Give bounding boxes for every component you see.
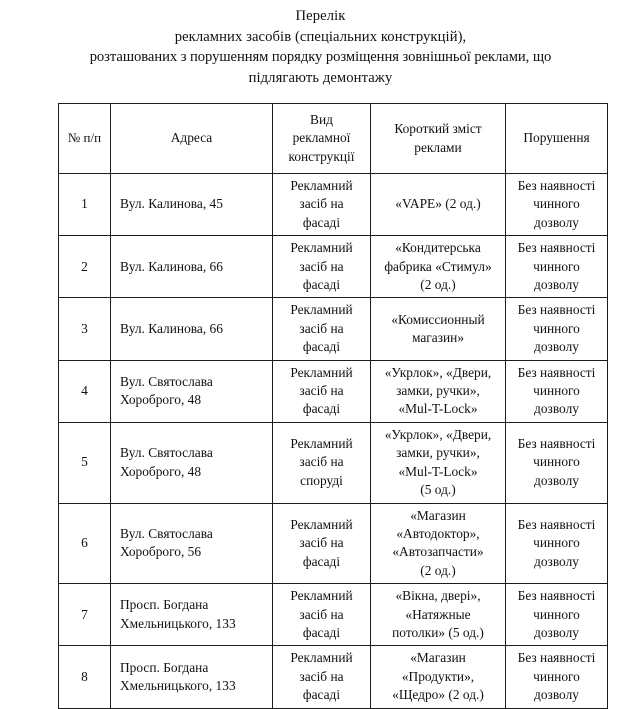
table-row xyxy=(59,360,608,422)
row-address xyxy=(111,360,273,422)
row-address-line: Просп. Богдана xyxy=(120,659,209,675)
row-content-line: фабрика «Стимул» xyxy=(384,258,492,274)
title-line-4: підлягають демонтажу xyxy=(248,69,393,86)
advertising-constructions-table xyxy=(58,103,608,709)
row-kind-line: фасаді xyxy=(302,214,341,230)
table-row xyxy=(59,422,608,503)
row-content-line: «Автодоктор», xyxy=(396,525,480,541)
row-content-line: «Укрлок», «Двери, xyxy=(384,364,492,380)
row-violation-line: чинного xyxy=(533,320,580,336)
row-content-line: (2 од.) xyxy=(420,277,456,293)
row-violation-line: чинного xyxy=(533,668,580,684)
row-violation-line: Без наявності xyxy=(517,302,596,318)
column-header-content-line-1: Короткий зміст xyxy=(394,121,482,137)
row-content-line: «Натяжные xyxy=(405,606,471,622)
row-content-line: замки, ручки», xyxy=(396,445,480,461)
table-row xyxy=(59,174,608,236)
row-violation xyxy=(506,360,608,422)
row-address-line: Хмельницького, 133 xyxy=(120,677,236,693)
row-construction-kind xyxy=(273,422,371,503)
row-content-line: потолки» (5 од.) xyxy=(392,624,484,640)
column-header-ad-content xyxy=(371,104,506,174)
row-violation-line: Без наявності xyxy=(517,178,596,193)
row-content-line: «Вікна, двері», xyxy=(395,588,481,604)
row-address-line: Вул. Калинова, 66 xyxy=(120,320,223,336)
column-header-number-line-1: № п/п xyxy=(67,130,102,146)
row-address xyxy=(111,422,273,503)
row-violation xyxy=(506,584,608,646)
row-violation xyxy=(506,503,608,584)
row-violation-line: дозволу xyxy=(534,277,579,293)
row-kind-line: фасаді xyxy=(302,339,341,355)
row-ad-content xyxy=(371,584,506,646)
column-header-address-line-1: Адреса xyxy=(170,130,213,146)
row-violation xyxy=(506,298,608,360)
row-content-line: замки, ручки», xyxy=(396,383,480,399)
row-violation xyxy=(506,422,608,503)
row-violation-line: Без наявності xyxy=(517,364,596,380)
row-kind-line: Рекламний xyxy=(290,588,353,604)
row-kind-line: Рекламний xyxy=(290,364,353,380)
table-row xyxy=(59,298,608,360)
row-content-line: «Кондитерська xyxy=(395,240,481,256)
row-violation-line: чинного xyxy=(533,258,580,274)
row-kind-line: Рекламний xyxy=(290,240,353,256)
row-violation-line: чинного xyxy=(533,383,580,399)
row-content-line: «Комиссионный xyxy=(391,311,485,327)
page-title xyxy=(62,6,579,88)
row-construction-kind xyxy=(273,174,371,236)
row-address-line: Просп. Богдана xyxy=(120,597,209,613)
row-number: 6 xyxy=(59,503,111,584)
row-construction-kind xyxy=(273,584,371,646)
row-construction-kind xyxy=(273,646,371,708)
row-construction-kind xyxy=(273,236,371,298)
row-content-line: «Магазин xyxy=(410,507,466,523)
row-construction-kind xyxy=(273,503,371,584)
row-address xyxy=(111,174,273,236)
row-violation-line: дозволу xyxy=(534,687,579,703)
row-violation-line: дозволу xyxy=(534,624,579,640)
row-address xyxy=(111,236,273,298)
row-address-line: Хороброго, 48 xyxy=(120,392,202,408)
row-ad-content xyxy=(371,236,506,298)
column-header-kind-line-3: конструкції xyxy=(288,148,355,164)
row-number: 8 xyxy=(59,646,111,708)
row-kind-line: фасаді xyxy=(302,687,341,703)
row-ad-content xyxy=(371,422,506,503)
row-violation-line: чинного xyxy=(533,196,580,212)
row-content-line: «Магазин xyxy=(410,650,466,666)
table-row xyxy=(59,503,608,584)
row-content-line: «Mul-T-Lock» xyxy=(398,463,478,479)
row-violation-line: дозволу xyxy=(534,214,579,230)
row-violation-line: чинного xyxy=(533,606,580,622)
row-address-line: Хороброго, 56 xyxy=(120,544,202,560)
table-row xyxy=(59,236,608,298)
row-violation xyxy=(506,236,608,298)
row-kind-line: засіб на xyxy=(299,320,344,336)
row-kind-line: Рекламний xyxy=(290,178,353,193)
row-content-line: «Mul-T-Lock» xyxy=(398,401,478,417)
row-address-line: Вул. Святослава xyxy=(120,373,213,389)
column-header-violation-line-1: Порушення xyxy=(523,130,590,146)
row-ad-content xyxy=(371,360,506,422)
row-kind-line: фасаді xyxy=(302,624,341,640)
row-ad-content xyxy=(371,298,506,360)
row-kind-line: Рекламний xyxy=(290,436,353,452)
row-address-line: Вул. Святослава xyxy=(120,525,213,541)
row-content-line: «Автозапчасти» xyxy=(392,544,484,560)
row-kind-line: засіб на xyxy=(299,606,344,622)
table-row xyxy=(59,584,608,646)
row-kind-line: засіб на xyxy=(299,668,344,684)
row-content-line: (5 од.) xyxy=(420,482,456,498)
title-line-2: рекламних засобів (спеціальних конструкцій), xyxy=(174,28,467,45)
row-content-line: «Щедро» (2 од.) xyxy=(392,687,484,703)
row-construction-kind xyxy=(273,360,371,422)
row-ad-content xyxy=(371,174,506,236)
row-violation-line: чинного xyxy=(533,454,580,470)
row-ad-content xyxy=(371,503,506,584)
row-content-line: «Укрлок», «Двери, xyxy=(384,426,492,442)
row-violation xyxy=(506,174,608,236)
column-header-kind-line-2: рекламної xyxy=(292,130,351,146)
column-header-address xyxy=(111,104,273,174)
row-kind-line: засіб на xyxy=(299,258,344,274)
row-address xyxy=(111,503,273,584)
row-number: 7 xyxy=(59,584,111,646)
row-construction-kind xyxy=(273,298,371,360)
column-header-number xyxy=(59,104,111,174)
row-content-line: «VAPE» (2 од.) xyxy=(395,196,481,212)
title-line-3: розташованих з порушенням порядку розміщення зовнішньої реклами, що xyxy=(89,49,552,65)
row-violation-line: дозволу xyxy=(534,472,579,488)
column-header-construction-kind xyxy=(273,104,371,174)
row-number: 1 xyxy=(59,174,111,236)
row-kind-line: засіб на xyxy=(299,383,344,399)
row-kind-line: фасаді xyxy=(302,277,341,293)
row-address xyxy=(111,646,273,708)
row-violation-line: дозволу xyxy=(534,553,579,569)
row-kind-line: Рекламний xyxy=(290,302,353,318)
row-ad-content xyxy=(371,646,506,708)
column-header-content-line-2: реклами xyxy=(414,139,462,155)
row-kind-line: споруді xyxy=(300,472,343,488)
row-content-line: (2 од.) xyxy=(420,562,456,578)
row-address-line: Вул. Калинова, 45 xyxy=(120,196,223,212)
row-kind-line: Рекламний xyxy=(290,516,353,532)
row-violation-line: Без наявності xyxy=(517,516,596,532)
row-address xyxy=(111,298,273,360)
row-kind-line: засіб на xyxy=(299,196,344,212)
column-header-kind-line-1: Вид xyxy=(310,111,333,127)
row-address-line: Вул. Калинова, 66 xyxy=(120,258,223,274)
column-header-violation xyxy=(506,104,608,174)
row-violation-line: Без наявності xyxy=(517,650,596,666)
row-violation-line: чинного xyxy=(533,535,580,551)
table-row xyxy=(59,646,608,708)
row-kind-line: засіб на xyxy=(299,454,344,470)
row-kind-line: фасаді xyxy=(302,401,341,417)
row-violation-line: Без наявності xyxy=(517,240,596,256)
title-line-1: Перелік xyxy=(295,8,346,24)
row-kind-line: фасаді xyxy=(302,553,341,569)
row-violation-line: Без наявності xyxy=(517,588,596,604)
row-content-line: «Продукти», xyxy=(401,668,475,684)
row-violation-line: дозволу xyxy=(534,339,579,355)
row-address-line: Хороброго, 48 xyxy=(120,463,202,479)
row-address xyxy=(111,584,273,646)
row-kind-line: Рекламний xyxy=(290,650,353,666)
row-number: 2 xyxy=(59,236,111,298)
row-address-line: Вул. Святослава xyxy=(120,445,213,461)
row-number: 5 xyxy=(59,422,111,503)
row-violation-line: дозволу xyxy=(534,401,579,417)
row-violation xyxy=(506,646,608,708)
row-address-line: Хмельницького, 133 xyxy=(120,615,236,631)
table-header-row xyxy=(59,104,608,174)
row-content-line: магазин» xyxy=(411,330,465,346)
row-violation-line: Без наявності xyxy=(517,436,596,452)
row-number: 4 xyxy=(59,360,111,422)
row-kind-line: засіб на xyxy=(299,535,344,551)
table-body xyxy=(59,174,608,709)
row-number: 3 xyxy=(59,298,111,360)
